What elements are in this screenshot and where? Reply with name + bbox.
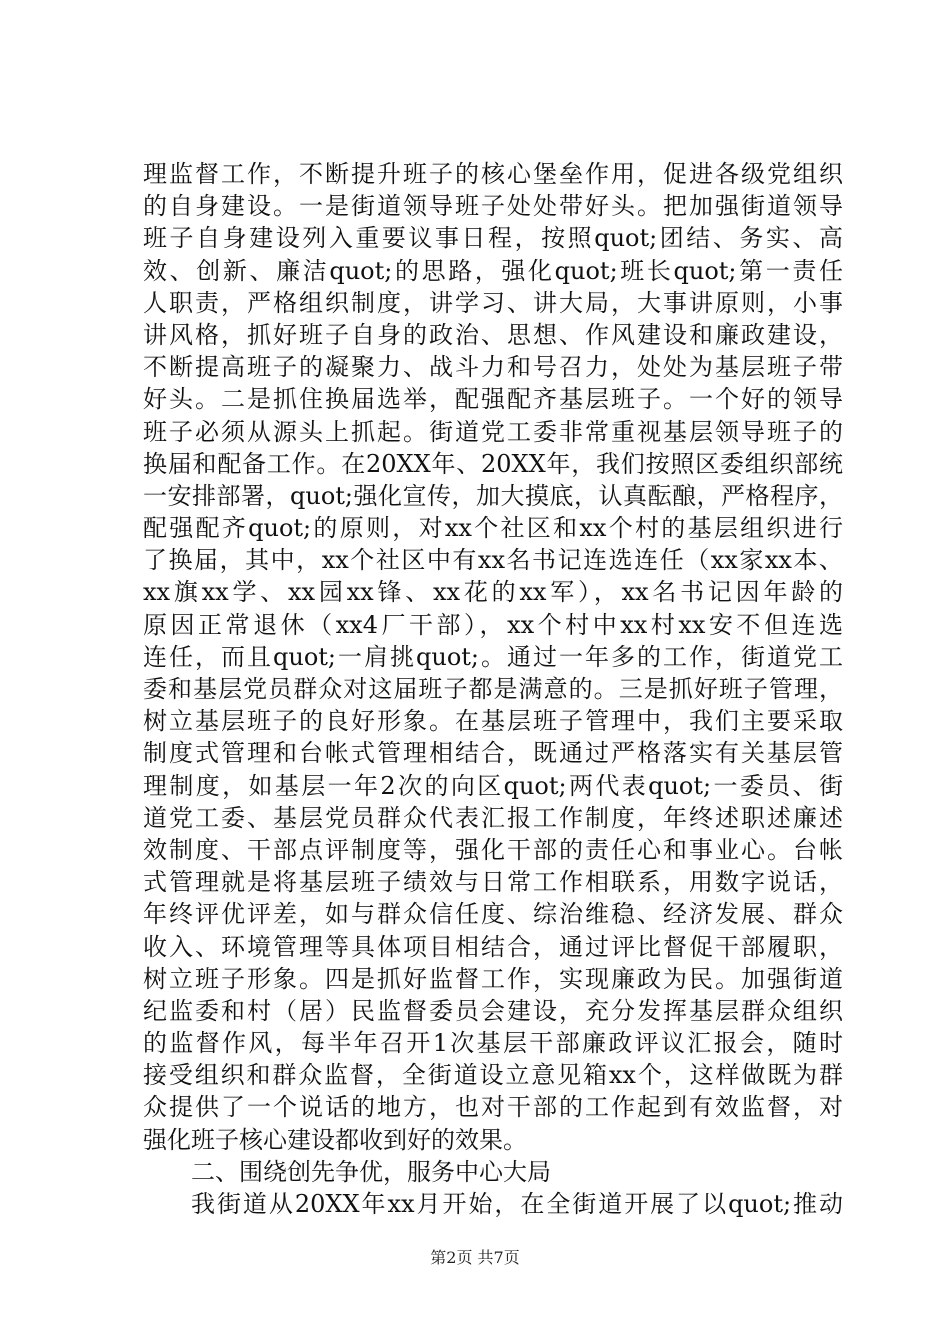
paragraph-line: 人职责，严格组织制度，讲学习、讲大局，大事讲原则，小事 — [143, 288, 843, 317]
page-number-footer: 第2页 共7页 — [430, 1248, 520, 1267]
paragraph-line: 强化班子核心建设都收到好的效果。 — [143, 1125, 527, 1154]
paragraph-line: 讲风格，抓好班子自身的政治、思想、作风建设和廉政建设， — [143, 320, 843, 349]
paragraph-line: 的自身建设。一是街道领导班子处处带好头。把加强街道领导 — [143, 192, 843, 221]
paragraph-line: 委和基层党员群众对这届班子都是满意的。三是抓好班子管理， — [143, 675, 843, 703]
paragraph-line: 班子自身建设列入重要议事日程，按照quot;团结、务实、高 — [143, 224, 843, 253]
paragraph-line: 效制度、干部点评制度等，强化干部的责任心和事业心。台帐 — [143, 835, 843, 864]
paragraph-line: 我街道从20XX年xx月开始，在全街道开展了以quot;推动 — [191, 1190, 843, 1218]
paragraph-line: 道党工委、基层党员群众代表汇报工作制度，年终述职述廉述 — [143, 803, 843, 832]
paragraph-line: 班子必须从源头上抓起。街道党工委非常重视基层领导班子的 — [143, 417, 843, 446]
paragraph-line: 原因正常退休（xx4厂干部），xx个村中xx村xx安不但连选 — [143, 610, 843, 639]
paragraph-line: 换届和配备工作。在20XX年、20XX年，我们按照区委组织部统 — [143, 449, 843, 478]
paragraph-line: 了换届，其中，xx个社区中有xx名书记连选连任（xx家xx本、 — [143, 546, 843, 575]
paragraph-line: 收入、环境管理等具体项目相结合，通过评比督促干部履职， — [143, 932, 843, 961]
paragraph-line: 式管理就是将基层班子绩效与日常工作相联系，用数字说话， — [143, 868, 843, 897]
paragraph-line: 的监督作风，每半年召开1次基层干部廉政评议汇报会，随时 — [143, 1029, 843, 1058]
paragraph-line: 连任，而且quot;一肩挑quot;。通过一年多的工作，街道党工 — [143, 642, 843, 671]
paragraph-line: 理监督工作，不断提升班子的核心堡垒作用，促进各级党组织 — [143, 160, 843, 188]
paragraph-line: 一安排部署，quot;强化宣传，加大摸底，认真酝酿，严格程序， — [143, 481, 843, 510]
paragraph-line: xx旗xx学、xx园xx锋、xx花的xx军），xx名书记因年龄的 — [143, 578, 843, 607]
paragraph-line: 树立班子形象。四是抓好监督工作，实现廉政为民。加强街道 — [143, 964, 843, 993]
paragraph-line: 接受组织和群众监督，全街道设立意见箱xx个，这样做既为群 — [143, 1061, 843, 1090]
paragraph-line: 年终评优评差，如与群众信任度、综治维稳、经济发展、群众 — [143, 900, 843, 929]
paragraph-line: 效、创新、廉洁quot;的思路，强化quot;班长quot;第一责任 — [143, 256, 843, 285]
document-body — [143, 158, 843, 1220]
paragraph-line: 众提供了一个说话的地方，也对干部的工作起到有效监督，对 — [143, 1093, 843, 1122]
paragraph-line: 制度式管理和台帐式管理相结合，既通过严格落实有关基层管 — [143, 739, 843, 768]
paragraph-line: 纪监委和村（居）民监督委员会建设，充分发挥基层群众组织 — [143, 996, 843, 1025]
paragraph-line: 好头。二是抓住换届选举，配强配齐基层班子。一个好的领导 — [143, 385, 843, 414]
paragraph-line: 树立基层班子的良好形象。在基层班子管理中，我们主要采取 — [143, 707, 843, 736]
section-heading: 二、围绕创先争优，服务中心大局 — [191, 1157, 551, 1186]
paragraph-line: 配强配齐quot;的原则，对xx个社区和xx个村的基层组织进行 — [143, 514, 843, 543]
paragraph-line: 不断提高班子的凝聚力、战斗力和号召力，处处为基层班子带 — [143, 353, 843, 382]
paragraph-line: 理制度，如基层一年2次的向区quot;两代表quot;一委员、街 — [143, 771, 843, 800]
